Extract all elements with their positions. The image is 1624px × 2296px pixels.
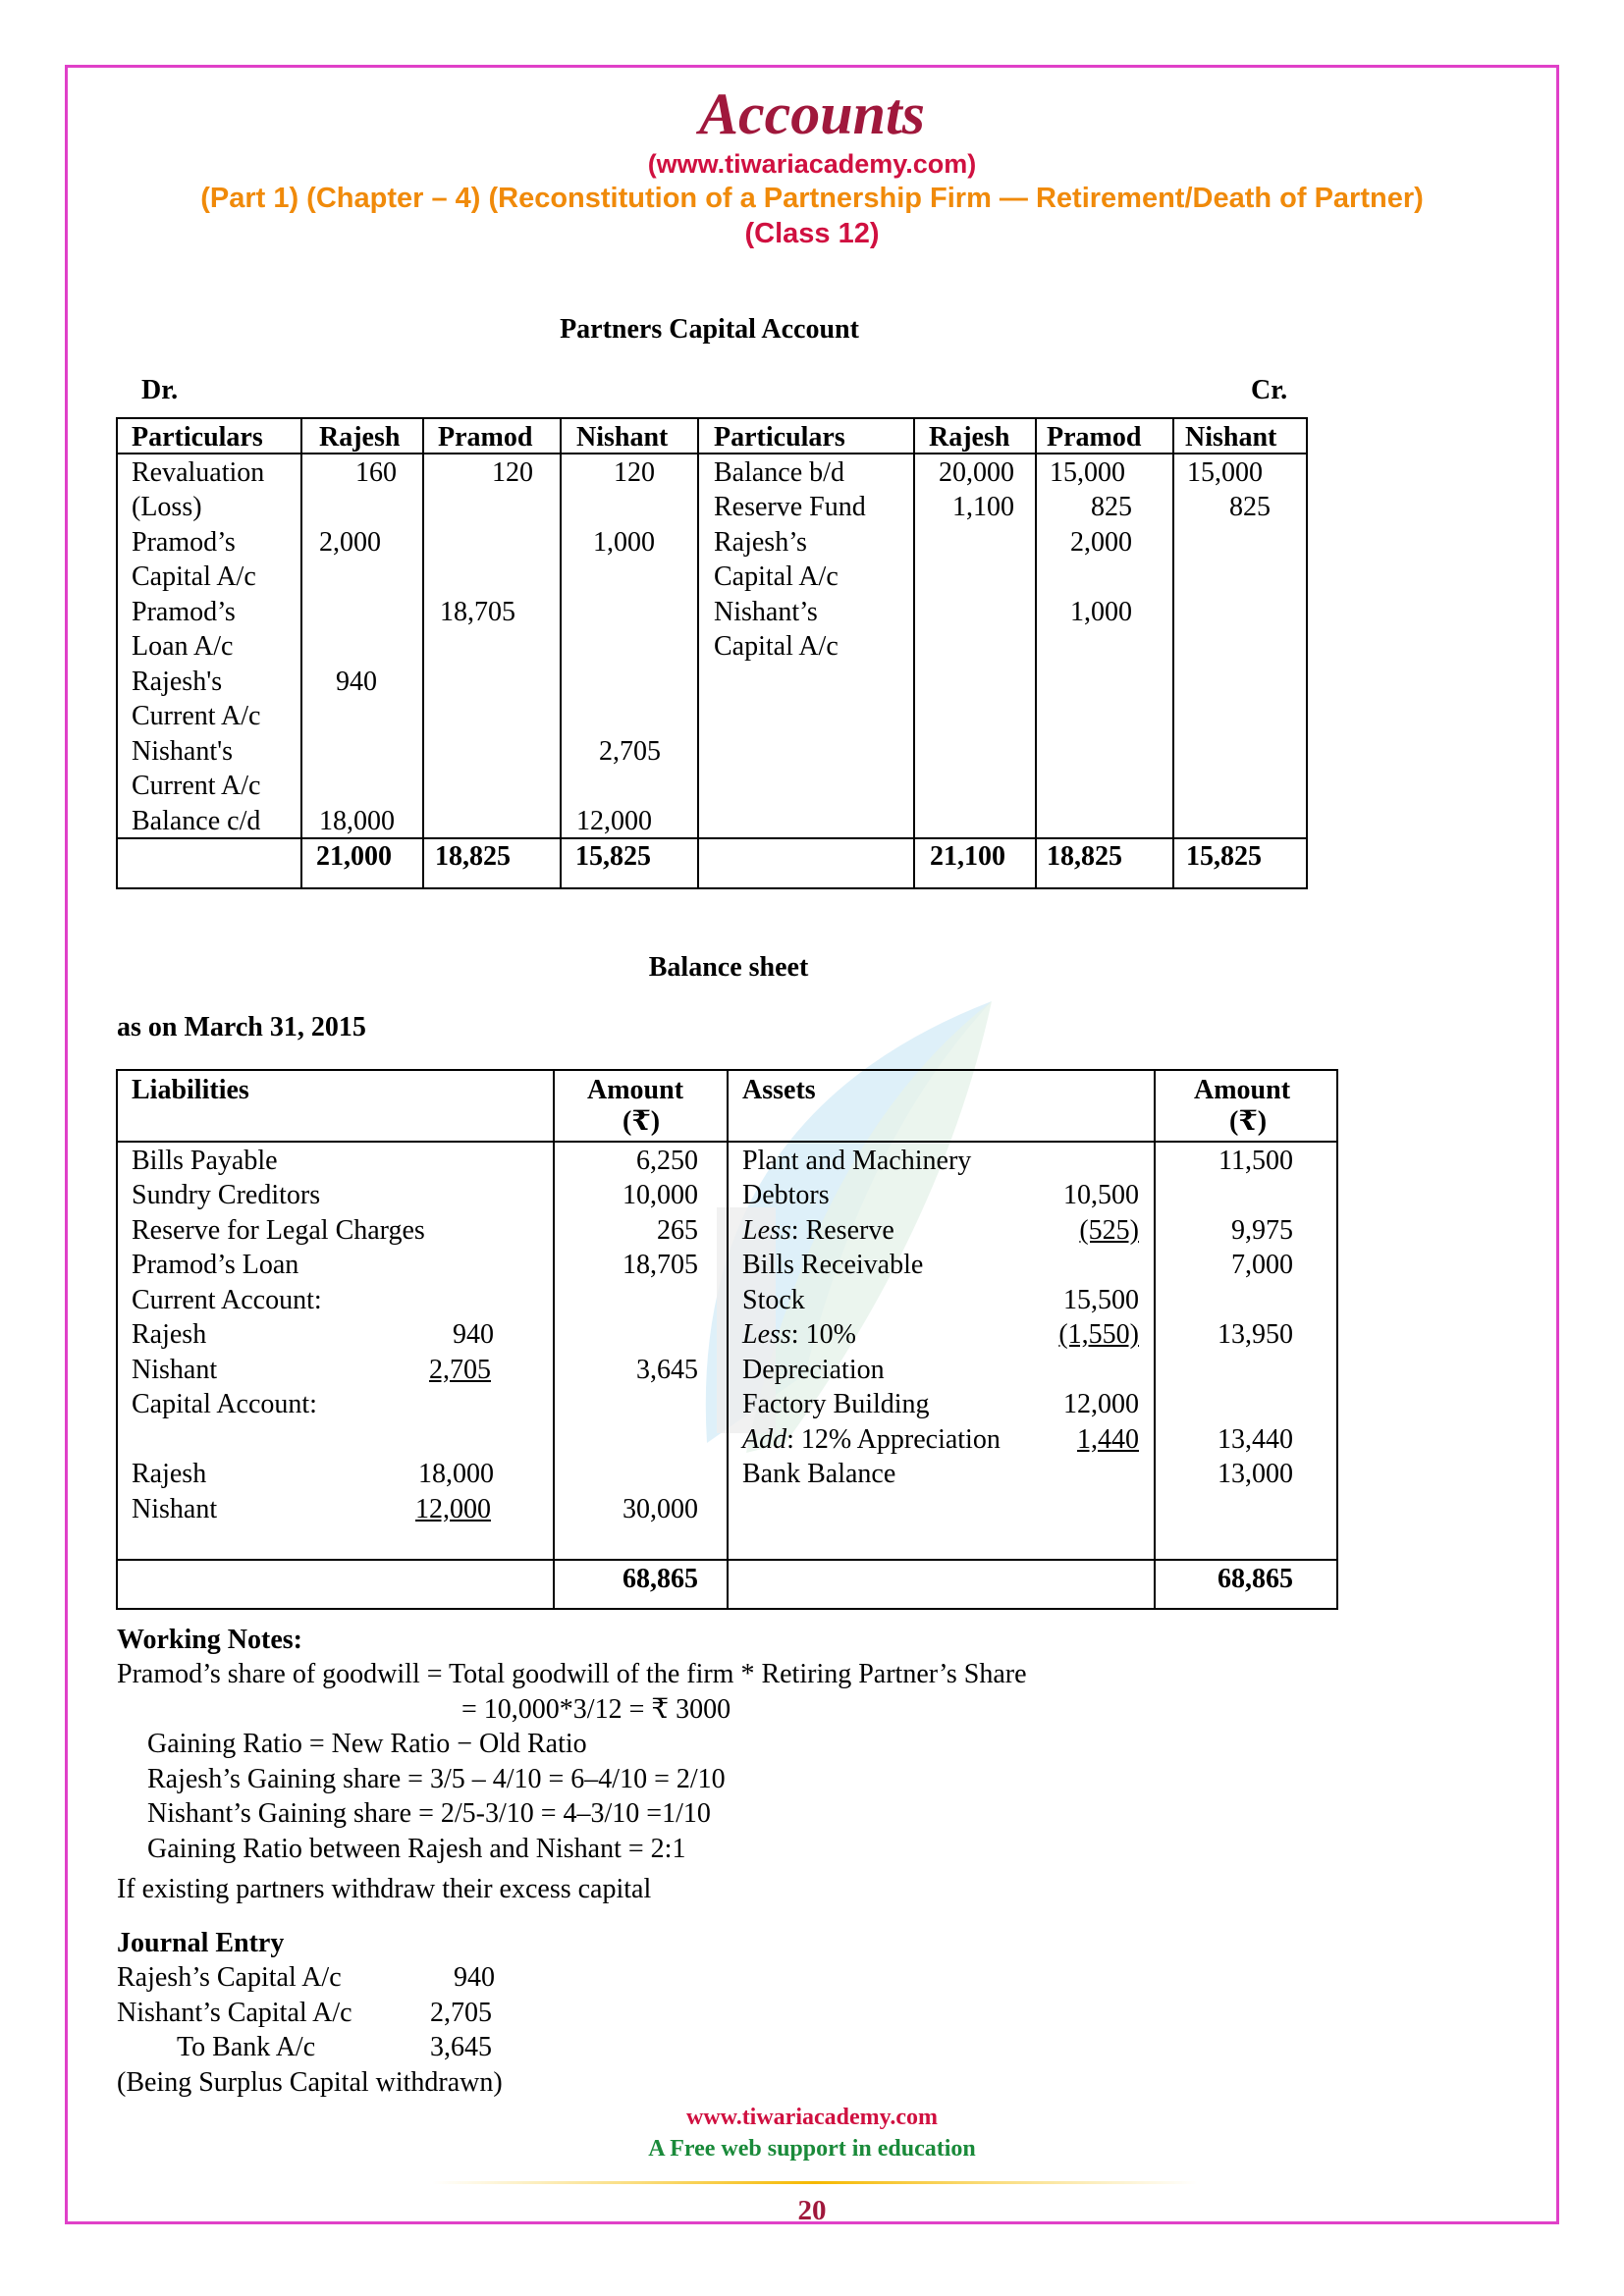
dr-rajesh-value: 160 <box>355 457 397 488</box>
asset-label-text: : 10% <box>790 1319 856 1350</box>
cap-header-rajesh-dr: Rajesh <box>319 422 401 453</box>
asset-label: Debtors <box>742 1180 830 1210</box>
liability-sub-amount: 940 <box>453 1319 494 1350</box>
liability-label: Nishant <box>132 1494 218 1524</box>
dr-particular: (Loss) <box>132 492 202 522</box>
working-note-line: If existing partners withdraw their excess capital <box>117 1874 652 1904</box>
liability-amount: 30,000 <box>623 1494 698 1524</box>
liability-label: Current Account: <box>132 1285 322 1315</box>
total-cr-pramod: 18,825 <box>1047 841 1122 872</box>
asset-sub-amount: 10,500 <box>1063 1180 1139 1210</box>
journal-amount: 3,645 <box>430 2032 492 2062</box>
asset-label-text: : 12% Appreciation <box>786 1424 1001 1455</box>
dr-nishant-value: 12,000 <box>576 806 652 836</box>
liability-label: Rajesh <box>132 1459 207 1489</box>
asset-label: Bills Receivable <box>742 1250 924 1280</box>
total-cr-nishant: 15,825 <box>1186 841 1262 872</box>
dr-rajesh-value: 2,000 <box>319 527 381 558</box>
assets-amount-header: Amount <box>1194 1075 1291 1105</box>
working-note-line: Pramod’s share of goodwill = Total goodwill of the firm * Retiring Partner’s Share <box>117 1659 1027 1689</box>
cr-pramod-value: 2,000 <box>1070 527 1132 558</box>
dr-particular: Capital A/c <box>132 561 256 592</box>
cr-nishant-value: 15,000 <box>1187 457 1263 488</box>
dr-particular: Pramod’s <box>132 597 236 627</box>
assets-header: Assets <box>742 1075 816 1105</box>
cap-header-nishant-cr: Nishant <box>1185 422 1277 453</box>
asset-label: Factory Building <box>742 1389 930 1419</box>
dr-nishant-value: 1,000 <box>593 527 655 558</box>
asset-amount: 9,975 <box>1231 1215 1293 1246</box>
asset-sub-amount: 15,500 <box>1063 1285 1139 1315</box>
balance-sheet-date: as on March 31, 2015 <box>117 1012 366 1042</box>
working-note-line: Gaining Ratio between Rajesh and Nishant = 2:1 <box>147 1834 686 1864</box>
asset-amount: 13,950 <box>1218 1319 1293 1350</box>
cr-pramod-value: 1,000 <box>1070 597 1132 627</box>
liability-amount: 10,000 <box>623 1180 698 1210</box>
asset-sub-amount: 12,000 <box>1063 1389 1139 1419</box>
asset-label: Plant and Machinery <box>742 1146 972 1176</box>
balance-sheet-title: Balance sheet <box>648 952 809 983</box>
cap-header-particulars-cr: Particulars <box>714 422 845 453</box>
liab-amount-header: Amount <box>587 1075 684 1105</box>
asset-amount: 13,000 <box>1218 1459 1293 1489</box>
asset-label: Depreciation <box>742 1355 885 1385</box>
footer-tagline: A Free web support in education <box>648 2136 976 2162</box>
working-note-line: Gaining Ratio = New Ratio − Old Ratio <box>147 1729 587 1759</box>
class-label: (Class 12) <box>744 218 880 249</box>
dr-particular: Rajesh's <box>132 667 223 697</box>
liabilities-header: Liabilities <box>132 1075 249 1105</box>
total-liabilities: 68,865 <box>623 1564 698 1594</box>
cap-header-particulars-dr: Particulars <box>132 422 263 453</box>
dr-nishant-value: 120 <box>614 457 655 488</box>
liability-amount: 6,250 <box>636 1146 698 1176</box>
liability-label: Rajesh <box>132 1319 207 1350</box>
liability-sub-amount: 18,000 <box>418 1459 494 1489</box>
dr-particular: Revaluation <box>132 457 265 488</box>
asset-amount: 13,440 <box>1218 1424 1293 1455</box>
assets-rupee-header: (₹) <box>1229 1106 1268 1137</box>
cr-particular: Capital A/c <box>714 561 839 592</box>
working-note-line: Rajesh’s Gaining share = 3/5 – 4/10 = 6–4/10 = 2/10 <box>147 1764 726 1794</box>
asset-label: Stock <box>742 1285 805 1315</box>
asset-label-prefix: Less <box>742 1319 791 1350</box>
liability-amount: 3,645 <box>636 1355 698 1385</box>
liability-sub-amount: 12,000 <box>415 1494 491 1524</box>
journal-title: Journal Entry <box>117 1928 285 1958</box>
journal-amount: 2,705 <box>430 1998 492 2028</box>
cr-particular: Capital A/c <box>714 631 839 662</box>
liability-label: Pramod’s Loan <box>132 1250 299 1280</box>
liability-label: Bills Payable <box>132 1146 278 1176</box>
total-dr-rajesh: 21,000 <box>316 841 392 872</box>
working-note-line: = 10,000*3/12 = ₹ 3000 <box>461 1694 731 1725</box>
cr-particular: Reserve Fund <box>714 492 866 522</box>
cr-label: Cr. <box>1251 375 1288 405</box>
dr-particular: Current A/c <box>132 771 261 801</box>
total-assets: 68,865 <box>1218 1564 1293 1594</box>
dr-rajesh-value: 940 <box>336 667 377 697</box>
journal-narration: (Being Surplus Capital withdrawn) <box>117 2067 503 2098</box>
journal-account: Nishant’s Capital A/c <box>117 1998 352 2028</box>
document-title: Accounts <box>698 81 926 146</box>
cr-pramod-value: 825 <box>1091 492 1132 522</box>
total-dr-pramod: 18,825 <box>435 841 511 872</box>
asset-sub-amount: (525) <box>1079 1215 1139 1246</box>
cap-header-pramod-cr: Pramod <box>1047 422 1142 453</box>
journal-account: To Bank A/c <box>177 2032 316 2062</box>
total-cr-rajesh: 21,100 <box>930 841 1005 872</box>
asset-label: Bank Balance <box>742 1459 896 1489</box>
dr-pramod-value: 120 <box>492 457 533 488</box>
dr-particular: Balance c/d <box>132 806 261 836</box>
dr-nishant-value: 2,705 <box>599 736 661 767</box>
asset-label-text: : Reserve <box>790 1215 894 1246</box>
total-dr-nishant: 15,825 <box>575 841 651 872</box>
liability-sub-amount: 2,705 <box>429 1355 491 1385</box>
dr-label: Dr. <box>141 375 179 405</box>
liability-amount: 265 <box>657 1215 698 1246</box>
cr-particular: Nishant’s <box>714 597 818 627</box>
cr-particular: Rajesh’s <box>714 527 807 558</box>
asset-sub-amount: (1,550) <box>1058 1319 1139 1350</box>
working-note-line: Nishant’s Gaining share = 2/5-3/10 = 4–3/10 =1/10 <box>147 1798 711 1829</box>
liability-amount: 18,705 <box>623 1250 698 1280</box>
cr-rajesh-value: 20,000 <box>939 457 1014 488</box>
dr-rajesh-value: 18,000 <box>319 806 395 836</box>
liability-label: Sundry Creditors <box>132 1180 321 1210</box>
page-number: 20 <box>797 2195 827 2226</box>
dr-particular: Current A/c <box>132 701 261 731</box>
journal-amount: 940 <box>454 1962 495 1993</box>
dr-particular: Loan A/c <box>132 631 234 662</box>
liab-rupee-header: (₹) <box>623 1106 661 1137</box>
header-url[interactable]: (www.tiwariacademy.com) <box>647 149 977 179</box>
dr-particular: Pramod’s <box>132 527 236 558</box>
liability-label: Nishant <box>132 1355 218 1385</box>
cr-particular: Balance b/d <box>714 457 844 488</box>
cr-pramod-value: 15,000 <box>1050 457 1125 488</box>
liability-label: Capital Account: <box>132 1389 317 1419</box>
capital-account-title: Partners Capital Account <box>560 314 859 345</box>
cr-rajesh-value: 1,100 <box>952 492 1014 522</box>
asset-label-prefix: Add <box>742 1424 787 1455</box>
journal-account: Rajesh’s Capital A/c <box>117 1962 342 1993</box>
chapter-heading: (Part 1) (Chapter – 4) (Reconstitution of a Partnership Firm — Retirement/Death of Partner) <box>200 183 1424 214</box>
liability-label: Reserve for Legal Charges <box>132 1215 425 1246</box>
dr-pramod-value: 18,705 <box>440 597 515 627</box>
footer-url[interactable]: www.tiwariacademy.com <box>686 2105 938 2130</box>
cap-header-pramod-dr: Pramod <box>438 422 533 453</box>
dr-particular: Nishant's <box>132 736 234 767</box>
working-notes-title: Working Notes: <box>117 1625 302 1655</box>
cr-nishant-value: 825 <box>1229 492 1271 522</box>
asset-amount: 7,000 <box>1231 1250 1293 1280</box>
cap-header-nishant-dr: Nishant <box>576 422 669 453</box>
cap-header-rajesh-cr: Rajesh <box>929 422 1010 453</box>
asset-amount: 11,500 <box>1218 1146 1293 1176</box>
asset-label-prefix: Less <box>742 1215 791 1246</box>
asset-sub-amount: 1,440 <box>1077 1424 1139 1455</box>
